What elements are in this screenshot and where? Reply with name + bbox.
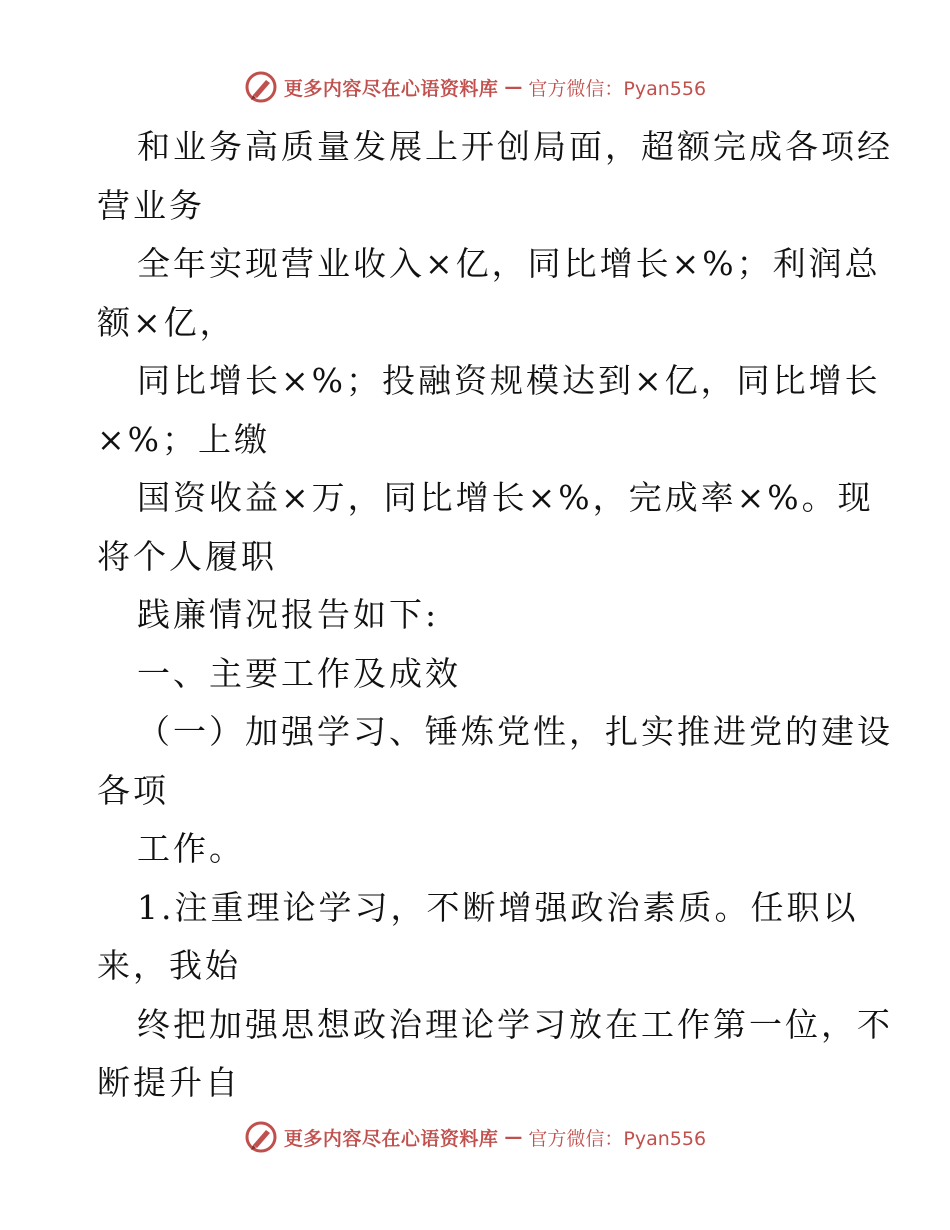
watermark-wechat: 官方微信：Pyan556 — [528, 1127, 707, 1150]
watermark-banner-bottom — [0, 1120, 950, 1154]
watermark-banner-top — [0, 70, 950, 104]
watermark-text: 更多内容尽在心语资料库 — [283, 1127, 499, 1150]
text-line: 额×亿， — [97, 302, 236, 342]
text-line: 各项 — [97, 770, 169, 810]
text-line: ×%；上缴 — [97, 419, 271, 459]
text-line: 终把加强思想政治理论学习放在工作第一位，不 — [137, 1004, 893, 1044]
pen-logo-icon — [244, 70, 278, 104]
text-line: 将个人履职 — [97, 536, 277, 576]
text-line: （一）加强学习、锤炼党性，扎实推进党的建设 — [137, 712, 893, 751]
document-body — [97, 118, 893, 1113]
text-line: 断提升自 — [97, 1063, 241, 1102]
watermark-separator: — — [504, 76, 523, 98]
watermark-wechat: 官方微信：Pyan556 — [528, 77, 707, 100]
text-line: 和业务高质量发展上开创局面，超额完成各项经 — [137, 127, 893, 166]
text-line: 一、主要工作及成效 — [137, 653, 461, 693]
watermark-separator: — — [504, 1126, 523, 1148]
text-line: 来，我始 — [97, 946, 241, 985]
text-line: 同比增长×%；投融资规模达到×亿，同比增长 — [137, 361, 881, 400]
text-line: 营业务 — [97, 185, 205, 225]
text-line: 1.注重理论学习，不断增强政治素质。任职以 — [137, 887, 859, 927]
text-line: 国资收益×万，同比增长×%，完成率×%。现 — [137, 478, 874, 517]
text-line: 践廉情况报告如下: — [137, 595, 440, 634]
watermark-text: 更多内容尽在心语资料库 — [283, 77, 499, 100]
pen-logo-icon — [244, 1120, 278, 1154]
text-line: 工作。 — [137, 829, 245, 868]
text-line: 全年实现营业收入×亿，同比增长×%；利润总 — [137, 244, 881, 283]
